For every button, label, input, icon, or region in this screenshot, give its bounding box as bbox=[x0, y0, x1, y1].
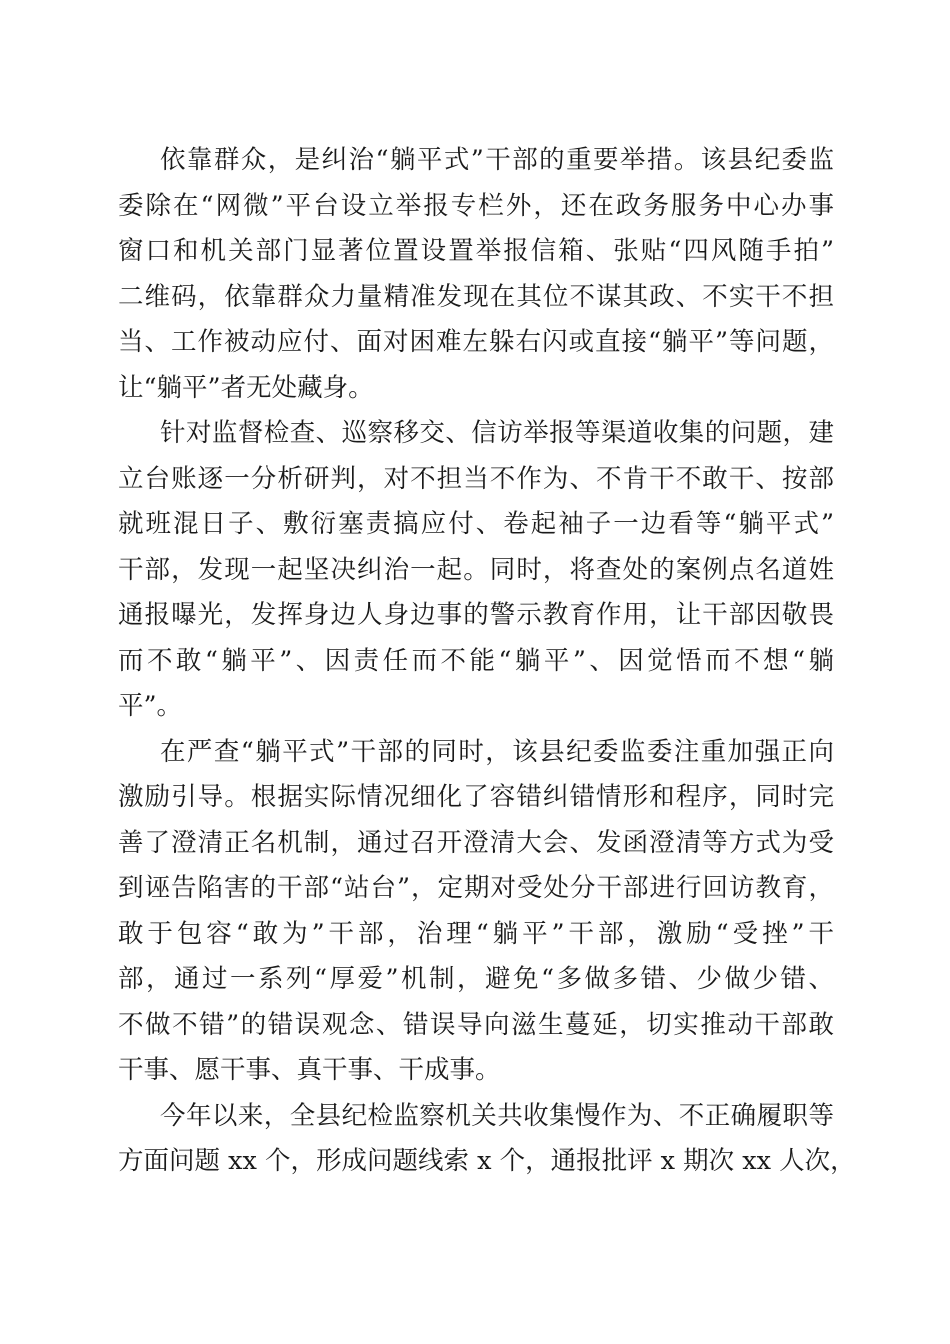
text-line: 通报曝光，发挥身边人身边事的警示教育作用，让干部因敬畏 bbox=[118, 600, 834, 630]
text-line: 让“躺平”者无处藏身。 bbox=[118, 372, 374, 403]
text-line: 窗口和机关部门显著位置设置举报信箱、张贴“四风随手拍” bbox=[118, 236, 834, 266]
text-line: 针对监督检查、巡察移交、信访举报等渠道收集的问题，建 bbox=[160, 418, 834, 448]
text-line: 方面问题 xx 个，形成问题线索 x 个，通报批评 x 期次 xx 人次， bbox=[118, 1146, 856, 1176]
paragraph-2 bbox=[118, 411, 834, 730]
text-line: 不做不错”的错误观念、错误导向滋生蔓延，切实推动干部敢 bbox=[118, 1009, 834, 1040]
text-line: 敢于包容“敢为”干部，治理“躺平”干部，激励“受挫”干 bbox=[118, 918, 834, 949]
text-line: 在严查“躺平式”干部的同时，该县纪委监委注重加强正向 bbox=[160, 736, 834, 767]
text-line: 部，通过一系列“厚爱”机制，避免“多做多错、少做少错、 bbox=[118, 964, 834, 994]
text-line: 委除在“网微”平台设立举报专栏外，还在政务服务中心办事 bbox=[118, 190, 834, 221]
text-line: 善了澄清正名机制，通过召开澄清大会、发函澄清等方式为受 bbox=[118, 827, 834, 858]
text-line: 当、工作被动应付、面对困难左躲右闪或直接“躺平”等问题， bbox=[118, 327, 834, 357]
paragraph-3 bbox=[118, 730, 834, 1094]
text-line: 到诬告陷害的干部“站台”，定期对受处分干部进行回访教育， bbox=[118, 873, 834, 903]
text-line: 干事、愿干事、真干事、干成事。 bbox=[118, 1055, 501, 1085]
text-line: 平”。 bbox=[118, 691, 183, 721]
text-line: 就班混日子、敷衍塞责搞应付、卷起袖子一边看等“躺平式” bbox=[118, 509, 834, 539]
text-line: 干部，发现一起坚决纠治一起。同时，将查处的案例点名道姓 bbox=[118, 554, 834, 585]
paragraph-4 bbox=[118, 1094, 856, 1185]
text-line: 依靠群众，是纠治“躺平式”干部的重要举措。该县纪委监 bbox=[160, 145, 834, 175]
text-line: 今年以来，全县纪检监察机关共收集慢作为、不正确履职等 bbox=[160, 1100, 834, 1131]
text-line: 立台账逐一分析研判，对不担当不作为、不肯干不敢干、按部 bbox=[118, 463, 834, 494]
text-line: 而不敢“躺平”、因责任而不能“躺平”、因觉悟而不想“躺 bbox=[118, 645, 834, 676]
paragraph-1 bbox=[118, 138, 834, 411]
text-line: 二维码，依靠群众力量精准发现在其位不谋其政、不实干不担 bbox=[118, 281, 834, 312]
text-line: 激励引导。根据实际情况细化了容错纠错情形和程序，同时完 bbox=[118, 782, 834, 812]
document-body bbox=[118, 138, 856, 1185]
